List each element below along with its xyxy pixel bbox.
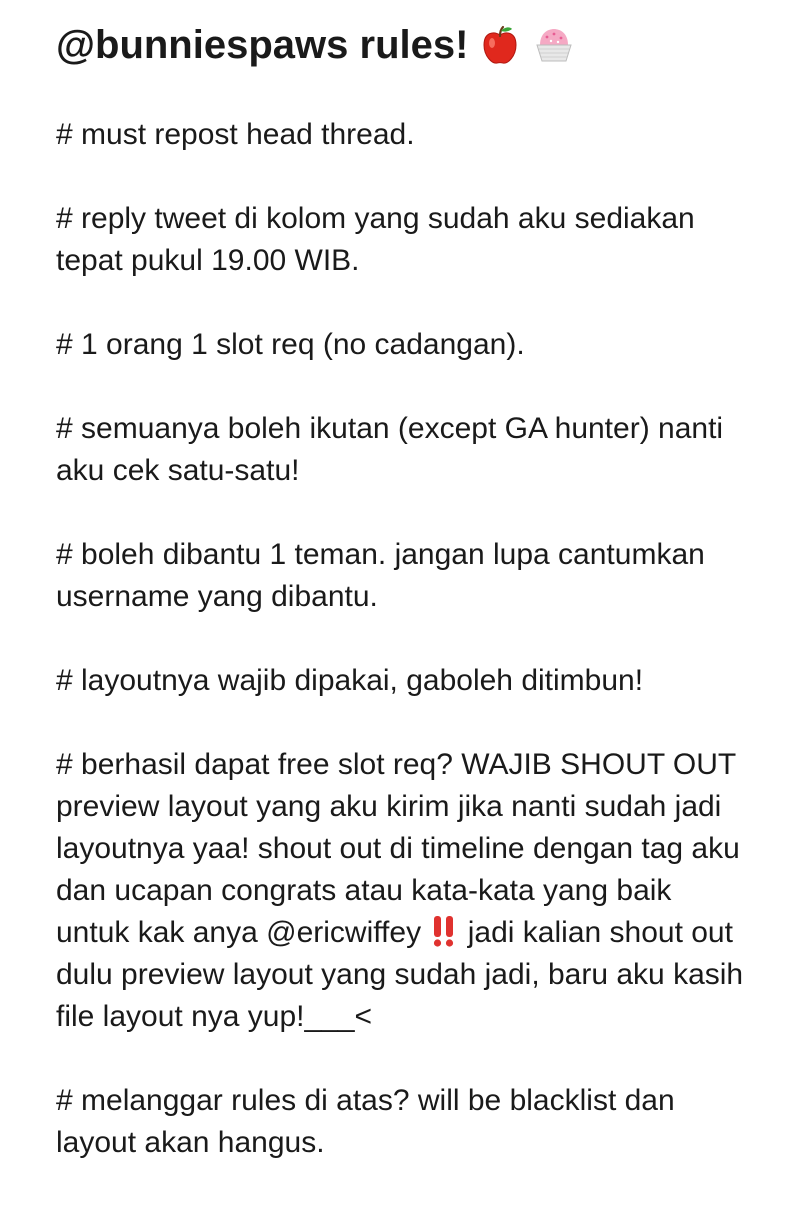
rule-line: # 1 orang 1 slot req (no cadangan).	[56, 328, 525, 361]
rule-line: tepat pukul 19.00 WIB.	[56, 244, 360, 277]
rules-document	[56, 14, 776, 1206]
apple-icon	[478, 23, 522, 67]
rule-item	[56, 324, 776, 366]
rule-line-with-icon	[56, 912, 776, 954]
rules-list	[56, 114, 776, 1164]
rule-line: # layoutnya wajib dipakai, gaboleh ditimbun!	[56, 664, 644, 697]
rule-line: # must repost head thread.	[56, 118, 415, 151]
rule-line: layoutnya yaa! shout out di timeline dengan tag aku	[56, 832, 740, 865]
rule-line: username yang dibantu.	[56, 580, 378, 613]
page-title: @bunniespaws rules!	[56, 23, 469, 67]
double-exclamation-icon	[431, 914, 457, 948]
rule-line: dan ucapan congrats atau kata-kata yang baik	[56, 874, 672, 907]
rule-line-part: jadi kalian shout out	[467, 916, 733, 949]
rule-line: dulu preview layout yang sudah jadi, baru aku kasih	[56, 958, 744, 991]
rule-line: # semuanya boleh ikutan (except GA hunter) nanti	[56, 412, 724, 445]
rule-line: # melanggar rules di atas? will be blacklist dan	[56, 1084, 675, 1117]
rule-item	[56, 198, 776, 282]
rule-line: aku cek satu-satu!	[56, 454, 300, 487]
rule-item	[56, 534, 776, 618]
rule-line-part: untuk kak anya @ericwiffey	[56, 916, 422, 949]
rule-line: preview layout yang aku kirim jika nanti sudah jadi	[56, 790, 722, 823]
rule-line: layout akan hangus.	[56, 1126, 325, 1159]
title-row	[56, 14, 776, 76]
shaved-ice-icon	[532, 23, 576, 67]
rule-item	[56, 1080, 776, 1164]
rule-line: # reply tweet di kolom yang sudah aku sediakan	[56, 202, 695, 235]
rule-line: # boleh dibantu 1 teman. jangan lupa cantumkan	[56, 538, 705, 571]
rule-item	[56, 114, 776, 156]
rule-line: file layout nya yup!___<	[56, 1000, 373, 1033]
rule-line: # berhasil dapat free slot req? WAJIB SHOUT OUT	[56, 748, 737, 781]
rule-item	[56, 408, 776, 492]
rule-item	[56, 660, 776, 702]
rule-item	[56, 744, 776, 1038]
